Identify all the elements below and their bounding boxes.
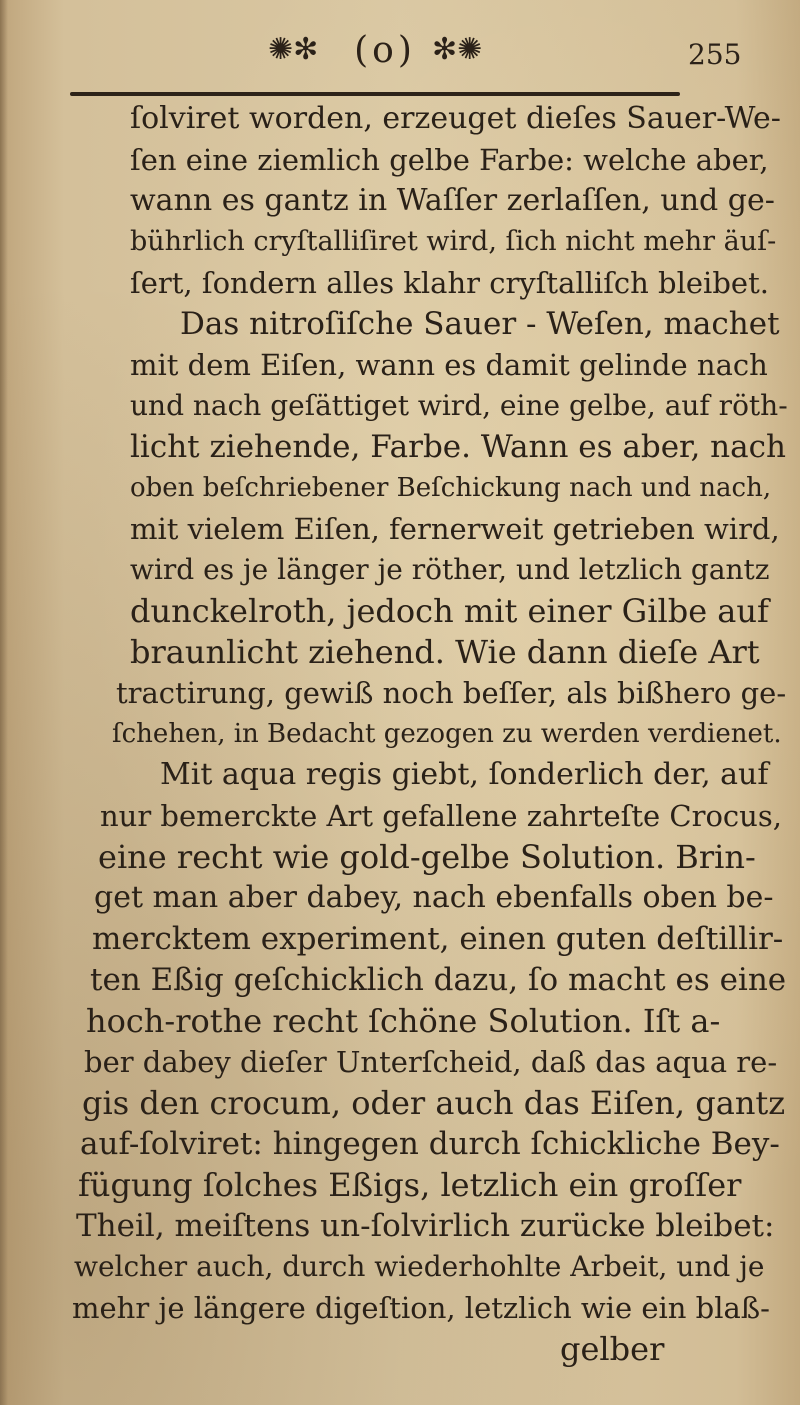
text-line: welcher auch, durch wiederhohlte Arbeit, und je (74, 1250, 765, 1283)
text-line: tractirung, gewiß noch beſſer, als bißhero ge- (116, 676, 787, 710)
page-number: 255 (688, 38, 742, 71)
text-line: wird es je länger je röther, und letzlich gantz (130, 553, 770, 586)
right-ornament-icon: ✻✺ (432, 32, 483, 67)
text-line: licht ziehende, Farbe. Wann es aber, nach (130, 429, 786, 465)
text-line: dunckelroth, jedoch mit einer Gilbe auf (130, 592, 769, 630)
page-binding-edge (0, 0, 8, 1405)
left-ornament-icon: ✺✻ (268, 32, 319, 67)
text-line: mit dem Eiſen, wann es damit gelinde nach (130, 348, 768, 382)
text-line: oben beſchriebener Beſchickung nach und nach, (130, 473, 772, 503)
text-line: gis den crocum, oder auch das Eiſen, gantz (82, 1084, 786, 1122)
header-mark: (o) (354, 30, 416, 71)
text-line: ſolviret worden, erzeuget dieſes Sauer-We- (130, 101, 781, 136)
text-line: eine recht wie gold-gelbe Solution. Brin- (98, 838, 756, 876)
page-header (0, 30, 800, 90)
catchword: gelber (560, 1330, 665, 1368)
text-line: Das nitroſiſche Sauer - Weſen, machet (180, 306, 780, 342)
text-line: Theil, meiſtens un-ſolvirlich zurücke bleibet: (76, 1208, 775, 1244)
text-line: bührlich cryſtalliſiret wird, ſich nicht mehr äuſ- (130, 226, 777, 257)
text-line: mercktem experiment, einen guten deſtillir- (92, 921, 784, 957)
text-line: nur bemerckte Art gefallene zahrteſte Crocus, (100, 799, 782, 833)
text-line: auf-ſolviret: hingegen durch ſchickliche Bey- (80, 1126, 780, 1162)
text-line: ſchehen, in Bedacht gezogen zu werden verdienet. (112, 719, 782, 749)
text-line: mit vielem Eiſen, fernerweit getrieben wird, (130, 512, 780, 546)
text-line: ſert, ſondern alles klahr cryſtalliſch bleibet. (130, 266, 769, 300)
text-line: ten Eßig geſchicklich dazu, ſo macht es eine (90, 962, 787, 998)
text-line: mehr je längere digeſtion, letzlich wie ein blaß- (72, 1291, 770, 1325)
text-line: hoch-rothe recht ſchöne Solution. Iſt a- (86, 1002, 721, 1040)
text-line: ſen eine ziemlich gelbe Farbe: welche aber, (130, 143, 769, 177)
text-line: wann es gantz in Waſſer zerlaſſen, und ge- (130, 183, 775, 218)
text-line: ber dabey dieſer Unterſcheid, daß das aqua re- (84, 1045, 778, 1079)
text-line: Mit aqua regis giebt, ſonderlich der, auf (160, 757, 769, 792)
text-line: und nach geſättiget wird, eine gelbe, auf röth- (130, 389, 788, 422)
text-line: fügung ſolches Eßigs, letzlich ein groſſer (78, 1166, 742, 1204)
text-line: braunlicht ziehend. Wie dann dieſe Art (130, 633, 760, 671)
text-line: get man aber dabey, nach ebenfalls oben be- (94, 880, 774, 915)
